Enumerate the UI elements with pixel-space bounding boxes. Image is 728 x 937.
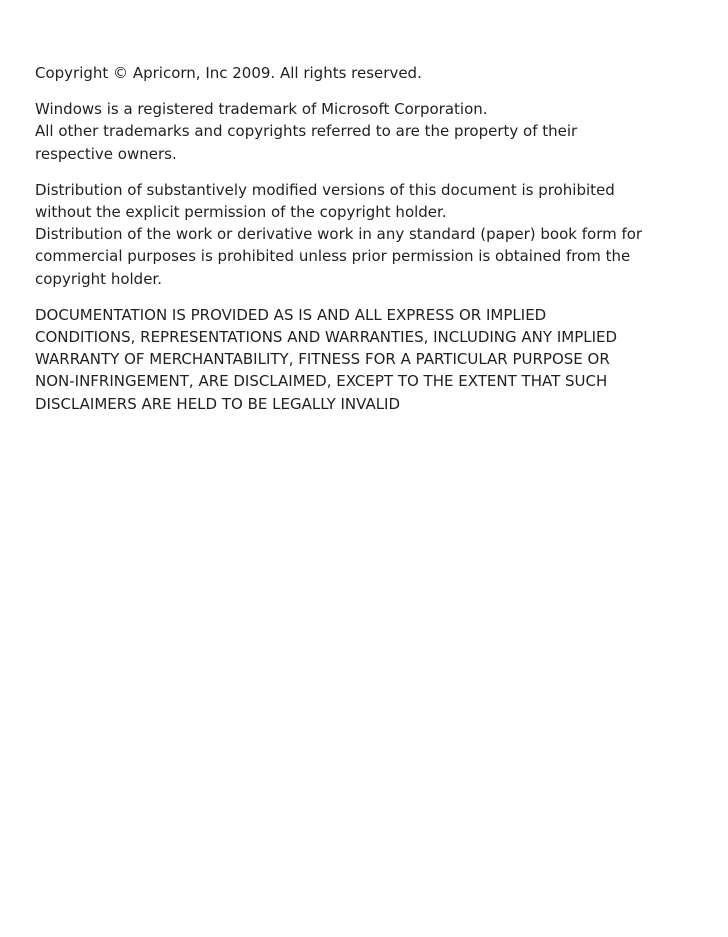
trademark-notice: [35, 98, 703, 165]
disclaimer-line: NON-INFRINGEMENT, ARE DISCLAIMED, EXCEPT TO THE EXTENT THAT SUCH: [35, 372, 608, 391]
document-page: [35, 62, 703, 429]
trademark-line: All other trademarks and copyrights referred to are the property of their: [35, 122, 578, 141]
disclaimer-line: CONDITIONS, REPRESENTATIONS AND WARRANTIES, INCLUDING ANY IMPLIED: [35, 328, 618, 347]
trademark-line: Windows is a registered trademark of Microsoft Corporation.: [35, 100, 488, 119]
disclaimer-line: DISCLAIMERS ARE HELD TO BE LEGALLY INVALID: [35, 394, 401, 413]
disclaimer-notice: [35, 304, 703, 415]
trademark-line: respective owners.: [35, 144, 177, 163]
distribution-line: Distribution of substantively modified versions of this document is prohibited: [35, 180, 615, 199]
copyright-notice: [35, 62, 703, 84]
distribution-line: copyright holder.: [35, 269, 162, 288]
distribution-line: commercial purposes is prohibited unless prior permission is obtained from the: [35, 247, 631, 266]
distribution-notice: [35, 179, 703, 290]
distribution-line: without the explicit permission of the copyright holder.: [35, 203, 447, 222]
copyright-line: Copyright © Apricorn, Inc 2009. All rights reserved.: [35, 64, 422, 82]
distribution-line: Distribution of the work or derivative work in any standard (paper) book form for: [35, 225, 643, 244]
disclaimer-line: DOCUMENTATION IS PROVIDED AS IS AND ALL EXPRESS OR IMPLIED: [35, 305, 547, 324]
disclaimer-line: WARRANTY OF MERCHANTABILITY, FITNESS FOR A PARTICULAR PURPOSE OR: [35, 350, 610, 369]
